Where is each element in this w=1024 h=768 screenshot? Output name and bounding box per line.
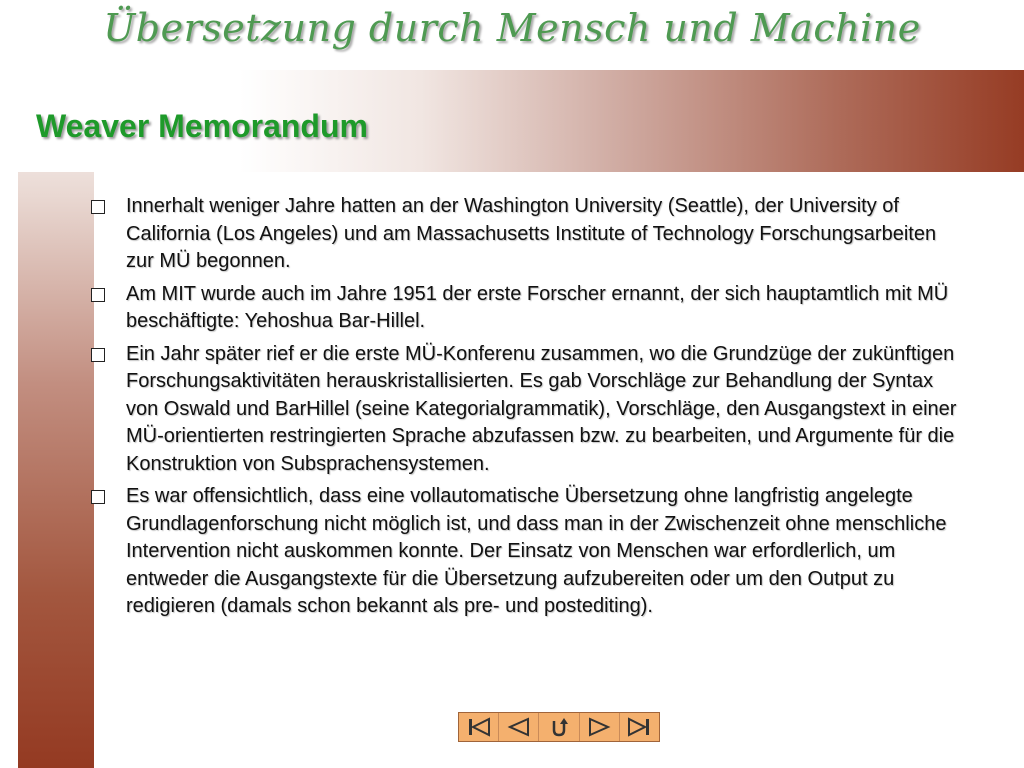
last-slide-button[interactable] bbox=[620, 713, 659, 741]
bullet-text: Ein Jahr später rief er die erste MÜ-Konferenu zusammen, wo die Grundzüge der zukünftigen Forschungsaktivitäten herauskristallisierten. Es gab Vorschläge zur Behandlung der Syntax von Oswald und BarHillel (seine Kategorialgrammatik), Vorschläge, den Ausgangstext in einer MÜ-orientierten restringierten Sprache abzufassen bzw. zu bearbeiten, und Argumente für die Konstruktion von Subsprachensystemen. bbox=[126, 342, 957, 475]
bullet-item bbox=[88, 193, 968, 276]
next-slide-button[interactable] bbox=[580, 713, 620, 741]
first-slide-icon bbox=[465, 716, 493, 738]
bullet-text: Es war offensichtlich, dass eine vollautomatische Übersetzung ohne langfristig angelegte Grundlagenforschung nicht möglich ist, und dass man in der Zwischenzeit ohne menschliche Intervention nicht auskommen konnte. Der Einsatz von Menschen war erfordlerlich, um entweder die Ausgangstexte für die Übersetzung aufzubereiten oder um den Output zu redigieren (damals schon bekannt als pre- und postediting). bbox=[126, 485, 947, 617]
presentation-header-title: Übersetzung durch Mensch und Machine bbox=[103, 6, 921, 50]
checkbox-bullet-icon bbox=[91, 348, 105, 362]
bullet-list bbox=[88, 193, 968, 626]
bullet-item bbox=[88, 281, 968, 336]
left-decorative-bar bbox=[18, 70, 94, 768]
last-slide-icon bbox=[625, 716, 653, 738]
previous-slide-icon bbox=[505, 716, 533, 738]
return-button[interactable] bbox=[539, 713, 579, 741]
bullet-text: Innerhalt weniger Jahre hatten an der Washington University (Seattle), der University of California (Los Angeles) und am Massachusetts Institute of Technology Forschungsarbeiten zur MÜ begonnen. bbox=[126, 195, 937, 272]
bullet-item bbox=[88, 341, 968, 479]
slide-title: Weaver Memorandum bbox=[36, 108, 368, 144]
slide-navigation-bar bbox=[458, 712, 660, 742]
bullet-text: Am MIT wurde auch im Jahre 1951 der erste Forscher ernannt, der sich hauptamtlich mit MÜ beschäftigte: Yehoshua Bar-Hillel. bbox=[126, 282, 949, 332]
checkbox-bullet-icon bbox=[91, 200, 105, 214]
checkbox-bullet-icon bbox=[91, 490, 105, 504]
return-icon bbox=[545, 716, 573, 738]
checkbox-bullet-icon bbox=[91, 288, 105, 302]
previous-slide-button[interactable] bbox=[499, 713, 539, 741]
next-slide-icon bbox=[585, 716, 613, 738]
first-slide-button[interactable] bbox=[459, 713, 499, 741]
bullet-item bbox=[88, 483, 968, 621]
